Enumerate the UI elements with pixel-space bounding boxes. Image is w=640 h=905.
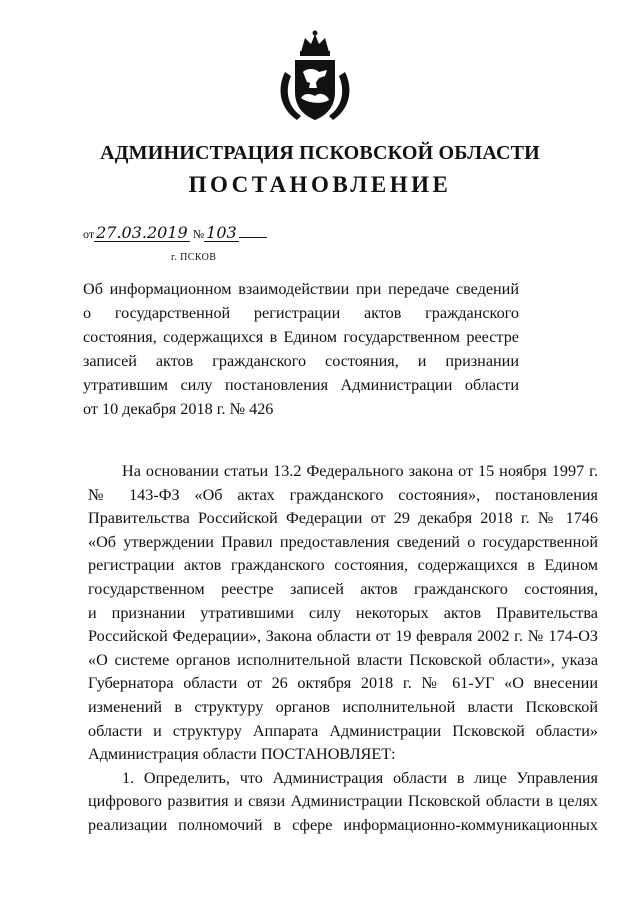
body-line: Губернатора области от 26 октября 2018 г. № 61-УГ «О внесении: [88, 674, 598, 693]
body-line: Администрация области ПОСТАНОВЛЯЕТ:: [88, 745, 396, 764]
body-line: «Об утверждении Правил предоставления сведений о государственной: [88, 532, 598, 551]
subject-line: о государственной регистрации актов гражданского: [83, 304, 519, 322]
body-line: Российской Федерации», Закона области от 19 февраля 2002 г. № 174-ОЗ: [88, 627, 598, 646]
subject-line: Об информационном взаимодействии при передаче сведений: [83, 280, 519, 298]
organization-name: АДМИНИСТРАЦИЯ ПСКОВСКОЙ ОБЛАСТИ: [100, 142, 540, 164]
body-line: государственном реестре записей актов гражданского состояния,: [88, 579, 598, 598]
body-line: реализации полномочий в сфере информационно-коммуникационных: [88, 815, 598, 834]
place-of-issue: г. ПСКОВ: [171, 252, 217, 263]
subject-line: утратившим силу постановления Администрации области: [83, 376, 519, 394]
body-line: На основании статьи 13.2 Федерального закона от 15 ноября 1997 г.: [122, 462, 598, 480]
document-body: [88, 460, 598, 838]
document-number: 103: [206, 223, 237, 242]
body-line: Правительства Российской Федерации от 29 декабря 2018 г. № 1746: [88, 509, 598, 528]
pskov-coat-of-arms-icon: [271, 28, 359, 126]
body-line: 1. Определить, что Администрация области в лице Управления: [122, 768, 598, 787]
date-prefix: от: [83, 227, 95, 241]
subject-line: состояния, содержащихся в Едином государственном реестре: [83, 328, 519, 346]
subject-line: записей актов гражданского состояния, и признании: [83, 352, 519, 370]
number-prefix: №: [192, 227, 205, 241]
body-line: изменений в структуру органов исполнительной власти Псковской: [88, 697, 598, 716]
body-line: цифрового развития и связи Администрации Псковской области в целях: [88, 792, 598, 811]
body-line: № 143-ФЗ «Об актах гражданского состояния», постановления: [88, 485, 598, 504]
document-meta: [83, 225, 267, 242]
body-line: области и структуру Аппарата Администрации Псковской области»: [88, 721, 598, 740]
document-date: 27.03.2019: [96, 223, 188, 242]
body-line: регистрации актов гражданского состояния, содержащихся в Едином: [88, 556, 598, 575]
document-type: ПОСТАНОВЛЕНИЕ: [188, 172, 452, 197]
document-subject: [83, 277, 519, 421]
subject-line: от 10 декабря 2018 г. № 426: [83, 400, 274, 418]
number-underline: [239, 236, 267, 238]
body-line: и признании утратившими силу некоторых актов Правительства: [88, 603, 598, 622]
body-line: «О системе органов исполнительной власти Псковской области», указа: [88, 650, 598, 669]
